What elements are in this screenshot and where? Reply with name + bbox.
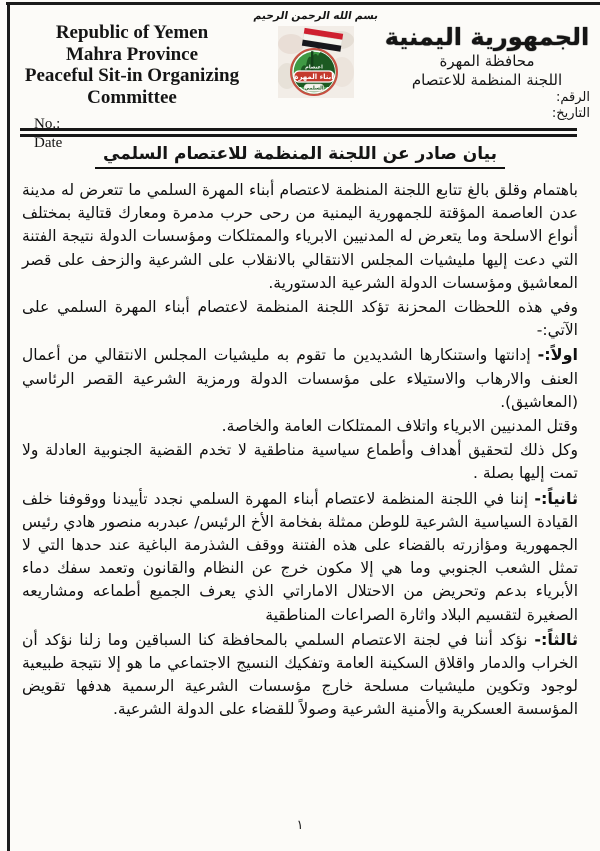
page-number: ١ xyxy=(296,818,304,833)
arabic-committee: اللجنة المنظمة للاعتصام xyxy=(411,71,563,89)
logo-ribbon-text: أبناء المهرة xyxy=(294,73,334,82)
item-marker-first: اولاً:- xyxy=(537,345,578,365)
date-label-en: Date xyxy=(34,135,63,151)
number-label-en: No.: xyxy=(34,116,61,132)
arabic-country-calligraphy: الجمهورية اليمنية xyxy=(384,23,590,51)
arabic-province: محافظة المهرة xyxy=(439,52,535,70)
item-text: وقتل المدنيين الابرياء واتلاف الممتلكات العامة والخاصة. xyxy=(221,417,578,436)
logo-top-word: اعتصام xyxy=(305,64,323,71)
item-text: إدانتها واستنكارها الشديدين ما تقوم به مليشيات المجلس الانتقالي من أعمال العنف والارهاب والاستيلاء على مؤسسات الدولة ورمزية الشرعية القصر الرئاسي (المعاشيق). xyxy=(22,346,578,411)
committee-logo xyxy=(278,26,354,98)
letterhead-arabic xyxy=(384,6,590,128)
item-text: وكل ذلك لتحقيق أهداف وأطماع سياسية مناطقية لا تخدم القضية الجنوبية العادلة ولا تمت إليها بصلة . xyxy=(22,441,578,483)
page-left-border xyxy=(7,2,10,851)
item-marker-second: ثانياً:- xyxy=(534,488,578,508)
statement-item-third xyxy=(22,628,578,722)
letterhead xyxy=(16,6,590,151)
statement-body xyxy=(22,179,578,723)
statement-title-row xyxy=(0,144,600,169)
item-text: نؤكد أننا في لجنة الاعتصام السلمي بالمحافظة كنا السباقين وما زلنا نؤكد أن الخراب والدمار واقلاق السكينة العامة وتفكيك النسيج الاجتماعي ما هو إلا نتيجة طبيعية لوجود وتكوين مليشيات مسلحة خارج مؤسسات الشرعية الرسمية هدفها تقويض المؤسسة العسكرية والأمنية الشرعية وصولاً للقضاء على الدولة الشرعية. xyxy=(22,630,578,719)
header-divider xyxy=(20,128,577,137)
number-label-ar: الرقم: xyxy=(556,90,590,105)
item-marker-third: ثالثاً:- xyxy=(534,629,578,649)
english-province: Mahra Province xyxy=(65,43,199,65)
date-label-ar: التاريخ: xyxy=(551,106,590,121)
english-committee-line2: Committee xyxy=(87,86,177,108)
committee-logo-emblem xyxy=(278,26,354,98)
statement-title: بيان صادر عن اللجنة المنظمة للاعتصام السلمي xyxy=(95,144,505,169)
statement-item-first xyxy=(22,343,578,485)
statement-item-second xyxy=(22,487,578,627)
letterhead-english xyxy=(16,6,248,151)
page-top-border xyxy=(6,2,600,5)
letterhead-center xyxy=(248,6,384,128)
english-country: Republic of Yemen xyxy=(55,22,209,43)
bismillah-calligraphy: بسم الله الرحمن الرحيم xyxy=(252,10,380,22)
logo-bottom-word: السلمي xyxy=(304,85,324,92)
english-committee-line1: Peaceful Sit-in Organizing xyxy=(24,65,240,86)
lead-paragraph: وفي هذه اللحظات المحزنة تؤكد اللجنة المنظمة لاعتصام أبناء المهرة السلمي على الآتي:- xyxy=(22,298,578,340)
intro-paragraph: باهتمام وقلق بالغ تتابع اللجنة المنظمة لاعتصام أبناء المهرة السلمي ما تتعرض له مدينة عدن العاصمة المؤقتة للجمهورية اليمنية من رحى حرب مدمرة ومعارك قتالية بمختلف أنواع الاسلحة وما يتعرض له المدنيين الابرياء والممتلكات ومؤسسات الدولة نتيجة الفتنة التي دعت إليها مليشيات المجلس الانتقالي بالانقلاب على الشرعية والزحف على قصر المعاشيق ومؤسسات الدولة الشرعية الدستورية. xyxy=(22,181,578,292)
item-text: إننا في اللجنة المنظمة لاعتصام أبناء المهرة السلمي نجدد تأييدنا ووقوفنا خلف القيادة السياسية الشرعية للوطن ممثلة بفخامة الأخ الرئيس/ عبدربه منصور هادي رئيس الجمهورية ومؤازرته بالقضاء على هذه الفتنة ووقف الشذرمة الباغية عند حدها التي لا تمثل الشعب الجنوبي وما هي إلا مكون خرج عن النظام والقانون وتعمد سفك دماء الأبرياء بدعم وتحريض من الاحتلال الاماراتي الذي يعرف الجميع أطماعه ومشاريعه الصغيرة لتقسيم البلاد واثارة الصراعات المناطقية xyxy=(22,489,578,624)
